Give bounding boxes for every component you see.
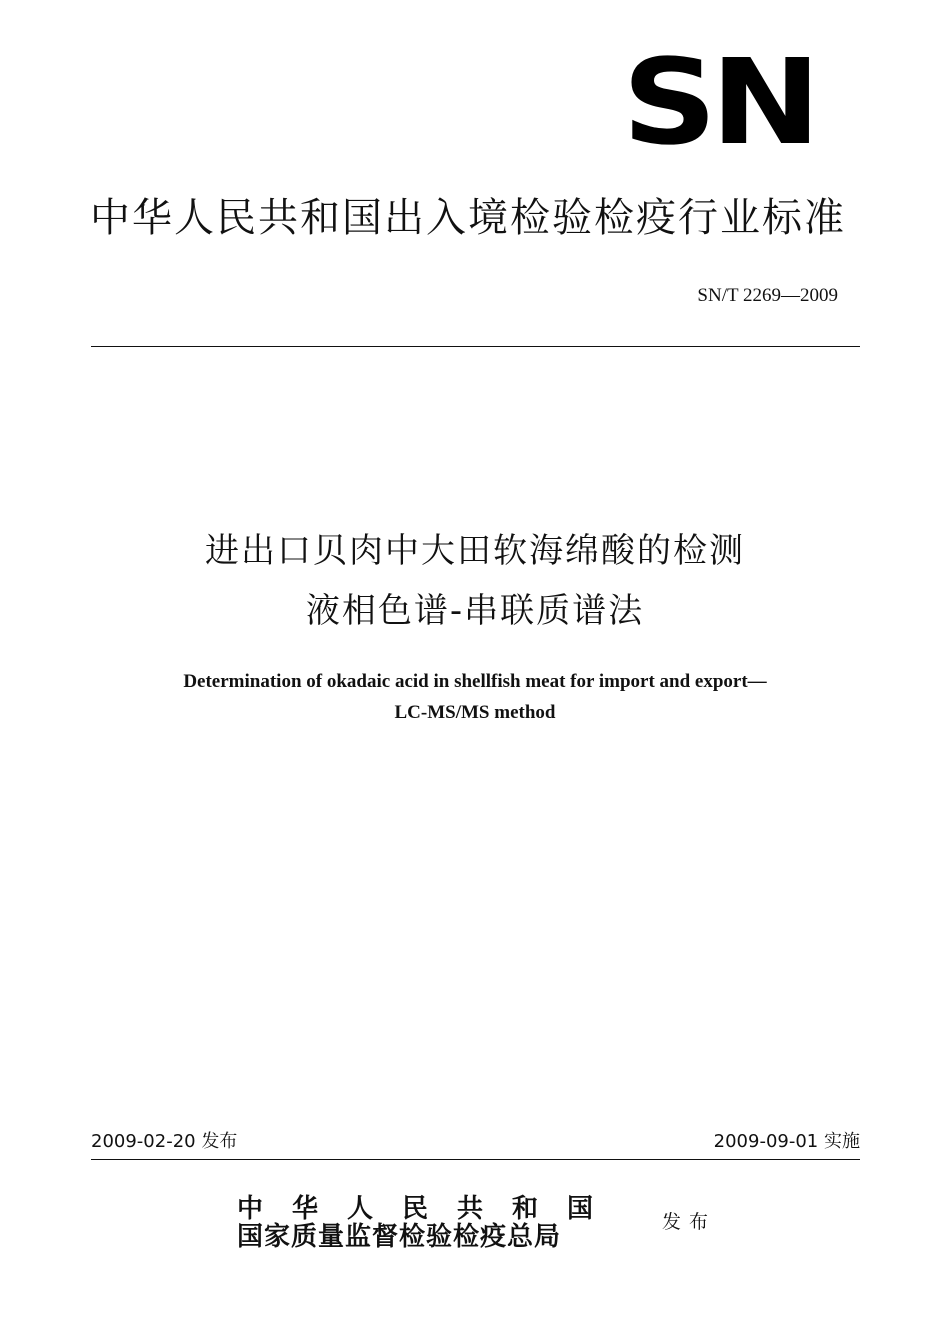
issuer-title: 中华人民共和国出入境检验检疫行业标准 — [90, 195, 846, 241]
implementation-date: 2009-09-01 实施 — [713, 1131, 860, 1152]
english-title-line-2: LC-MS/MS method — [394, 702, 556, 723]
sn-logo: SN — [622, 33, 815, 171]
chinese-title-line-2: 液相色谱-串联质谱法 — [305, 591, 645, 631]
publisher-line-1: 中华人民共和国 — [237, 1194, 623, 1224]
issue-date: 2009-02-20 发布 — [91, 1131, 238, 1152]
publisher-line-2: 国家质量监督检验检疫总局 — [237, 1222, 562, 1252]
standard-number: SN/T 2269—2009 — [697, 285, 838, 306]
english-title-line-1: Determination of okadaic acid in shellfish meat for import and export— — [183, 671, 767, 692]
publisher-verb: 发布 — [662, 1211, 717, 1233]
top-divider — [91, 346, 860, 347]
bottom-divider — [91, 1159, 860, 1160]
chinese-title-line-1: 进出口贝肉中大田软海绵酸的检测 — [205, 531, 745, 571]
